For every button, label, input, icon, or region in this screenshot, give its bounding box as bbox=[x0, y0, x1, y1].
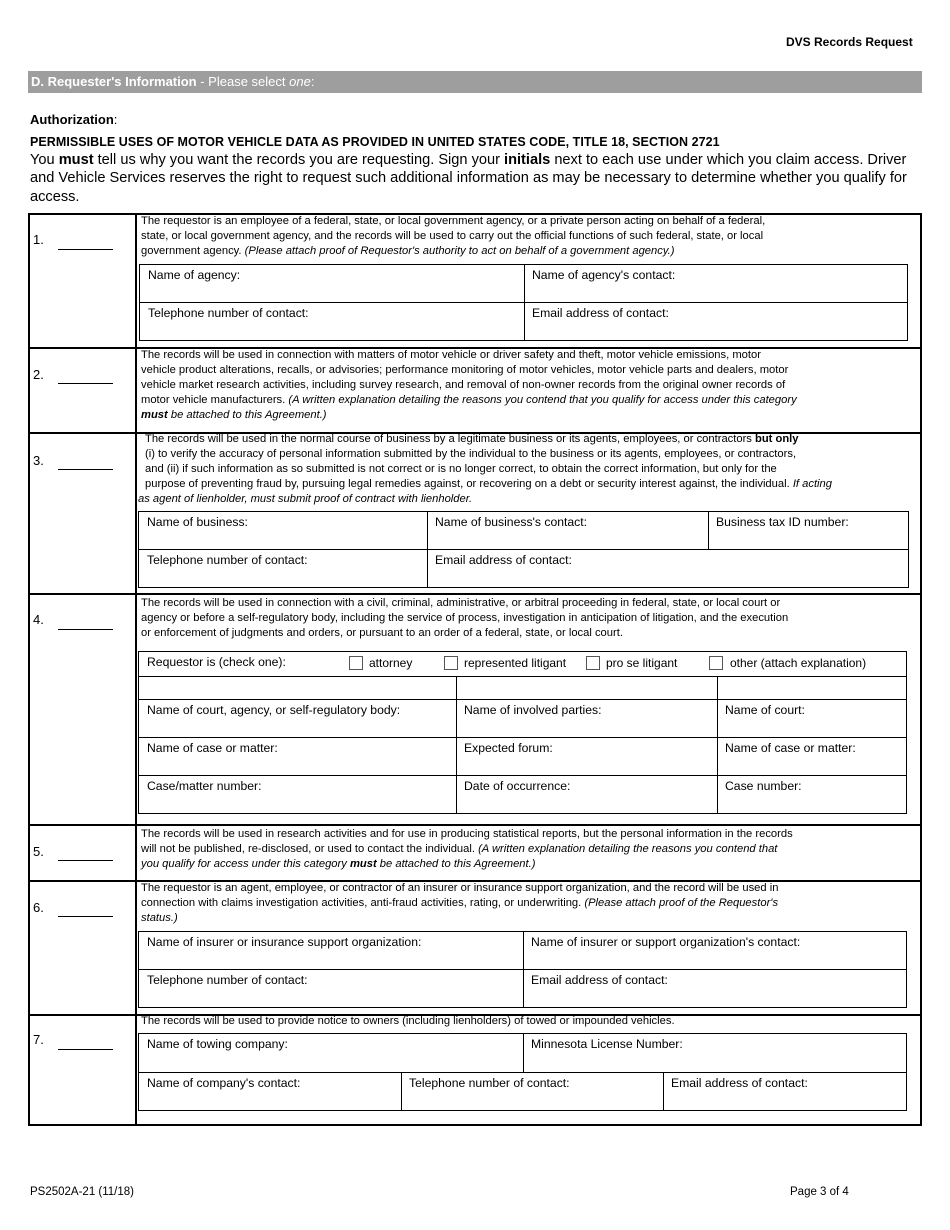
agency-contact-field[interactable]: Name of agency's contact: bbox=[532, 268, 676, 282]
use-3-line-2: (i) to verify the accuracy of personal information submitted by the individual to the business or its agents, employees, or contractors, bbox=[145, 448, 797, 460]
use-5-note-cont: you qualify for access under this category bbox=[141, 858, 350, 870]
use-5-line-2-text: will not be published, re-disclosed, or used to contact the individual. bbox=[141, 843, 479, 855]
business-email-field[interactable]: Email address of contact: bbox=[435, 553, 572, 567]
agency-name-field[interactable]: Name of agency: bbox=[148, 268, 241, 282]
use-2-line-2: vehicle product alterations, recalls, or advisories; performance monitoring of motor vehicles, motor vehicle parts and dealers, motor bbox=[141, 364, 789, 376]
use-6-line-1: The requestor is an agent, employee, or contractor of an insurer or insurance support organization, and the record will be used in bbox=[141, 882, 779, 894]
use-4-line-2: agency or before a self-regulatory body, including the service of process, investigation in anticipation of litigation, and the execution bbox=[141, 612, 789, 624]
use-number-2: 2. bbox=[33, 367, 44, 382]
use-1-note: (Please attach proof of Requestor's authority to act on behalf of a government agency.) bbox=[244, 245, 675, 257]
use-2-line-5 bbox=[141, 408, 797, 423]
use-4-line-3: or enforcement of judgments and orders, or pursuant to an order of a federal, state, or local court. bbox=[141, 627, 623, 639]
use-6-note: (Please attach proof of the Requestor's bbox=[584, 897, 779, 909]
use-7-fields bbox=[138, 1033, 907, 1111]
use-2-must: must bbox=[141, 409, 168, 421]
business-tax-id-field[interactable]: Business tax ID number: bbox=[716, 515, 849, 529]
use-7-text bbox=[141, 1014, 675, 1029]
use-4-row-divider-0 bbox=[139, 676, 906, 677]
intro-paragraph bbox=[30, 151, 930, 206]
use-3-line-4-text: purpose of preventing fraud by, pursuing legal remedies against, or recovering on a debt or security interest against, the individual. bbox=[145, 478, 793, 490]
use-2-note: (A written explanation detailing the reasons you contend that you qualify for access under this category bbox=[288, 394, 797, 406]
case-matter-name-field-2[interactable]: Name of case or matter: bbox=[725, 741, 856, 755]
use-1-line-1: The requestor is an employee of a federal, state, or local government agency, or a private person acting on behalf of a federal, bbox=[141, 215, 766, 227]
section-instruction: - Please select bbox=[196, 74, 290, 89]
use-number-4: 4. bbox=[33, 612, 44, 627]
section-header-bar bbox=[28, 71, 922, 93]
insurer-contact-field[interactable]: Name of insurer or support organization's contact: bbox=[531, 935, 801, 949]
agency-telephone-field[interactable]: Telephone number of contact: bbox=[148, 306, 309, 320]
attorney-checkbox-label: attorney bbox=[369, 656, 413, 670]
use-6-line-2 bbox=[141, 896, 778, 911]
section-instruction-emphasis: one bbox=[289, 74, 311, 89]
insurer-telephone-field[interactable]: Telephone number of contact: bbox=[147, 973, 308, 987]
use-5-text bbox=[141, 827, 793, 872]
use-6-text bbox=[141, 881, 778, 926]
page-number: Page 3 of 4 bbox=[790, 1186, 849, 1198]
initials-line-7[interactable] bbox=[58, 1049, 113, 1050]
use-2-text bbox=[141, 348, 797, 423]
intro-text-2: tell us why you want the records you are requesting. Sign your bbox=[93, 152, 505, 168]
court-agency-name-field[interactable]: Name of court, agency, or self-regulatory body: bbox=[147, 703, 401, 717]
use-2-line-4 bbox=[141, 393, 797, 408]
company-contact-telephone-field[interactable]: Telephone number of contact: bbox=[409, 1076, 570, 1090]
use-1-line-3 bbox=[141, 244, 765, 259]
use-number-6: 6. bbox=[33, 900, 44, 915]
use-4-text bbox=[141, 596, 788, 641]
use-6-note-end: status.) bbox=[141, 912, 178, 924]
use-4-fields bbox=[138, 651, 907, 814]
use-3-but-only: but only bbox=[755, 433, 799, 445]
authorization-label-colon: : bbox=[113, 112, 118, 127]
section-instruction-end: : bbox=[310, 74, 315, 89]
agency-email-field[interactable]: Email address of contact: bbox=[532, 306, 669, 320]
use-3-line-3: and (ii) if such information as so submitted is not correct or is no longer correct, to obtain the correct information, but only for the bbox=[145, 463, 777, 475]
expected-forum-field[interactable]: Expected forum: bbox=[464, 741, 553, 755]
represented-litigant-checkbox[interactable] bbox=[444, 656, 458, 670]
use-5-must: must bbox=[349, 858, 377, 870]
initials-line-2[interactable] bbox=[58, 383, 113, 384]
pro-se-litigant-checkbox[interactable] bbox=[586, 656, 600, 670]
use-6-fields bbox=[138, 931, 907, 1008]
initials-line-1[interactable] bbox=[58, 249, 113, 250]
insurer-email-field[interactable]: Email address of contact: bbox=[531, 973, 668, 987]
use-3-line-5 bbox=[138, 492, 832, 507]
use-1-text bbox=[141, 214, 765, 259]
use-3-fields bbox=[138, 511, 909, 588]
court-name-field[interactable]: Name of court: bbox=[725, 703, 805, 717]
use-1-line-3-text: government agency. bbox=[141, 245, 245, 257]
use-5-line-1: The records will be used in research activities and for use in producing statistical reports, but the personal information in the records bbox=[141, 828, 793, 840]
business-contact-field[interactable]: Name of business's contact: bbox=[435, 515, 588, 529]
use-number-3: 3. bbox=[33, 453, 44, 468]
case-number-field[interactable]: Case number: bbox=[725, 779, 802, 793]
use-5-line-2 bbox=[141, 842, 793, 857]
table-column-divider bbox=[135, 215, 137, 1124]
intro-text-1: You bbox=[30, 152, 59, 168]
use-6-line-3 bbox=[141, 911, 778, 926]
use-3-lienholder-note: If acting bbox=[792, 478, 832, 490]
insurer-name-field[interactable]: Name of insurer or insurance support organization: bbox=[147, 935, 422, 949]
use-3-line-4 bbox=[145, 477, 832, 492]
form-id: PS2502A-21 (11/18) bbox=[30, 1186, 134, 1198]
use-1-line-2: state, or local government agency, and the records will be used to carry out the official functions of such federal, state, or local bbox=[141, 230, 764, 242]
use-5-line-3 bbox=[141, 857, 793, 872]
use-4-line-1: The records will be used in connection with a civil, criminal, administrative, or arbitral proceeding in federal, state, or local court or bbox=[141, 597, 781, 609]
date-of-occurrence-field[interactable]: Date of occurrence: bbox=[464, 779, 571, 793]
row-divider-4 bbox=[30, 824, 920, 826]
use-5-note: (A written explanation detailing the reasons you contend that bbox=[478, 843, 778, 855]
section-title: D. Requester's Information bbox=[31, 74, 197, 89]
company-contact-email-field[interactable]: Email address of contact: bbox=[671, 1076, 808, 1090]
use-3-line-1-text: The records will be used in the normal course of business by a legitimate business or its agents, employees, or contractors bbox=[145, 433, 756, 445]
attorney-checkbox[interactable] bbox=[349, 656, 363, 670]
minnesota-license-number-field[interactable]: Minnesota License Number: bbox=[531, 1037, 683, 1051]
other-checkbox[interactable] bbox=[709, 656, 723, 670]
use-6-line-2-text: connection with claims investigation activities, anti-fraud activities, rating, or underwriting. bbox=[141, 897, 585, 909]
business-name-field[interactable]: Name of business: bbox=[147, 515, 248, 529]
use-2-line-3: vehicle market research activities, including survey research, and removal of non-owner records from the original owner records of bbox=[141, 379, 786, 391]
initials-line-5[interactable] bbox=[58, 860, 113, 861]
company-contact-name-field[interactable]: Name of company's contact: bbox=[147, 1076, 301, 1090]
use-3-lienholder-note-end: as agent of lienholder, must submit proof of contract with lienholder. bbox=[138, 493, 473, 505]
initials-line-6[interactable] bbox=[58, 916, 113, 917]
represented-litigant-checkbox-label: represented litigant bbox=[464, 656, 567, 670]
use-2-line-4-text: motor vehicle manufacturers. bbox=[141, 394, 289, 406]
use-3-line-1 bbox=[145, 432, 832, 447]
use-2-note-end: be attached to this Agreement.) bbox=[167, 409, 327, 421]
initials-line-4[interactable] bbox=[58, 629, 113, 630]
use-1-fields bbox=[139, 264, 908, 341]
intro-must: must bbox=[58, 152, 94, 168]
initials-line-3[interactable] bbox=[58, 469, 113, 470]
involved-parties-field[interactable]: Name of involved parties: bbox=[464, 703, 602, 717]
document-header-title: DVS Records Request bbox=[786, 35, 913, 49]
case-matter-name-field[interactable]: Name of case or matter: bbox=[147, 741, 278, 755]
towing-company-name-field[interactable]: Name of towing company: bbox=[147, 1037, 288, 1051]
use-2-line-1: The records will be used in connection with matters of motor vehicle or driver safety and theft, motor vehicle emissions, motor bbox=[141, 349, 761, 361]
intro-initials: initials bbox=[504, 152, 551, 168]
permissible-uses-title: PERMISSIBLE USES OF MOTOR VEHICLE DATA AS PROVIDED IN UNITED STATES CODE, TITLE 18, SECTION 2721 bbox=[30, 135, 720, 149]
other-checkbox-label: other (attach explanation) bbox=[730, 656, 867, 670]
row-divider-3 bbox=[30, 593, 920, 595]
pro-se-litigant-checkbox-label: pro se litigant bbox=[606, 656, 678, 670]
use-5-note-end: be attached to this Agreement.) bbox=[376, 858, 536, 870]
intro-text-3: next to each use under which you claim access. Driver and Vehicle Services reserves the right to request such additional information as may be necessary to determine whether you qualify for access. bbox=[30, 152, 907, 205]
authorization-label bbox=[30, 112, 117, 127]
use-number-5: 5. bbox=[33, 844, 44, 859]
use-number-7: 7. bbox=[33, 1032, 44, 1047]
use-3-text bbox=[138, 432, 832, 507]
requestor-type-label: Requestor is (check one): bbox=[147, 655, 286, 669]
case-matter-number-field[interactable]: Case/matter number: bbox=[147, 779, 262, 793]
business-telephone-field[interactable]: Telephone number of contact: bbox=[147, 553, 308, 567]
use-7-line-1: The records will be used to provide notice to owners (including lienholders) of towed or impounded vehicles. bbox=[141, 1015, 675, 1027]
use-number-1: 1. bbox=[33, 232, 44, 247]
authorization-label-text: Authorization bbox=[30, 112, 114, 127]
